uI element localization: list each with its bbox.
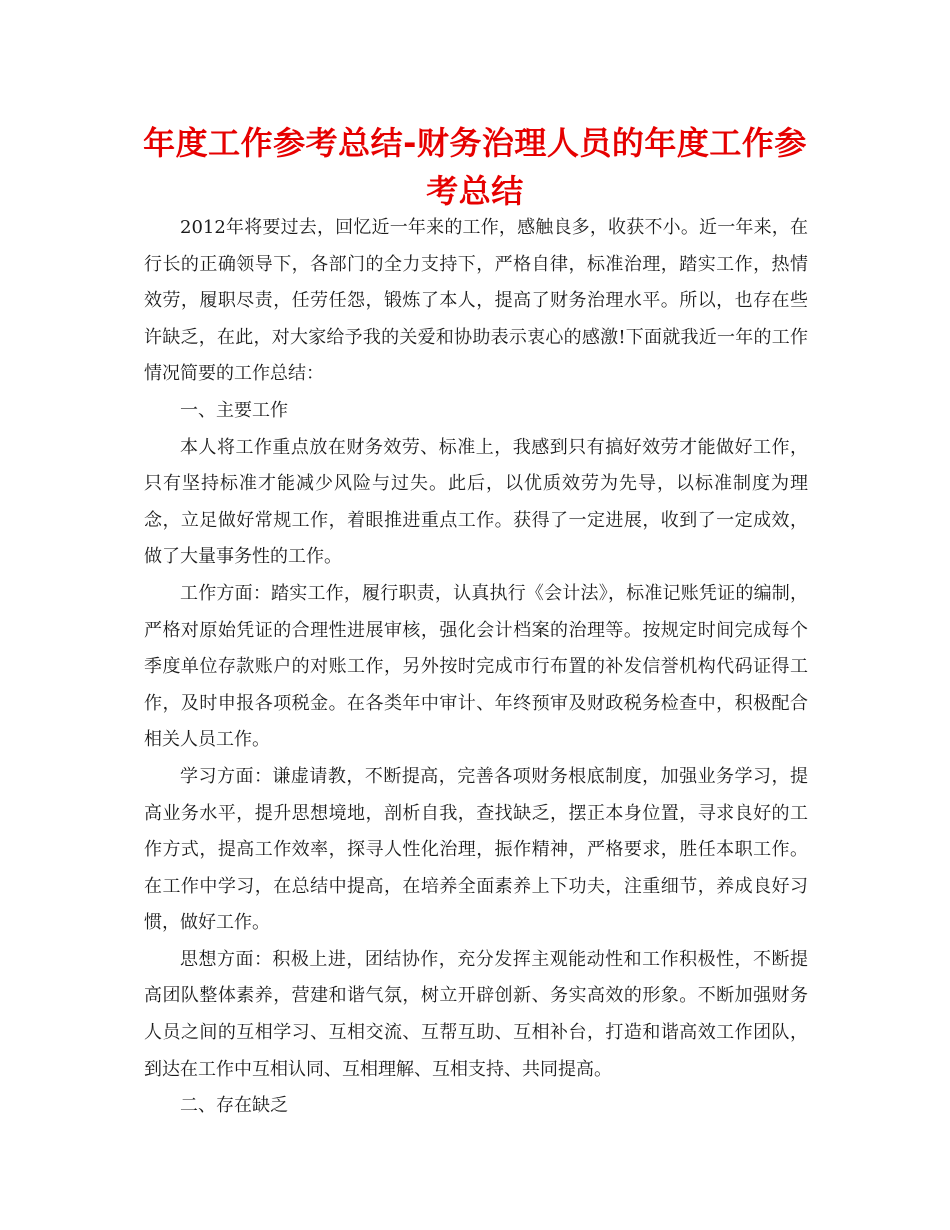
document-title: 年度工作参考总结-财务治理人员的年度工作参考总结 — [143, 124, 807, 210]
paragraph-work-aspect: 工作方面：踏实工作，履行职责，认真执行《会计法》，标准记账凭证的编制，严格对原始凭证的合理性进展审核，强化会计档案的治理等。按规定时间完成每个季度单位存款账户的对账工作，另外按时完成市行布置的补发信誉机构代码证得工作，及时申报各项税金。在各类年中审计、年终预审及财政税务检查中，积极配合相关人员工作。 — [144, 582, 808, 751]
paragraph-thought-aspect: 思想方面：积极上进，团结协作，充分发挥主观能动性和工作积极性，不断提高团队整体素养，营建和谐气氛，树立开辟创新、务实高效的形象。不断加强财务人员之间的互相学习、互相交流、互帮互助、互相补台，打造和谐高效工作团队，到达在工作中互相认同、互相理解、互相支持、共同提高。 — [144, 948, 808, 1080]
section-heading-main-work: 一、主要工作 — [180, 399, 288, 421]
section-heading-shortcomings: 二、存在缺乏 — [180, 1095, 288, 1117]
document-body — [144, 210, 808, 1125]
paragraph-study-aspect: 学习方面：谦虚请教，不断提高，完善各项财务根底制度，加强业务学习，提高业务水平，提升思想境地，剖析自我，查找缺乏，摆正本身位置，寻求良好的工作方式，提高工作效率，探寻人性化治理，振作精神，严格要求，胜任本职工作。在工作中学习，在总结中提高，在培养全面素养上下功夫，注重细节，养成良好习惯，做好工作。 — [144, 765, 808, 934]
paragraph-main-work: 本人将工作重点放在财务效劳、标准上，我感到只有搞好效劳才能做好工作，只有坚持标准才能减少风险与过失。此后，以优质效劳为先导，以标准制度为理念，立足做好常规工作，着眼推进重点工作。获得了一定进展，收到了一定成效，做了大量事务性的工作。 — [144, 436, 808, 568]
paragraph-intro: 2012年将要过去，回忆近一年来的工作，感触良多，收获不小。近一年来，在行长的正确领导下，各部门的全力支持下，严格自律，标准治理，踏实工作，热情效劳，履职尽责，任劳任怨，锻炼了本人，提高了财务治理水平。所以，也存在些许缺乏，在此，对大家给予我的关爱和协助表示衷心的感激!下面就我近一年的工作情况简要的工作总结： — [144, 217, 808, 385]
